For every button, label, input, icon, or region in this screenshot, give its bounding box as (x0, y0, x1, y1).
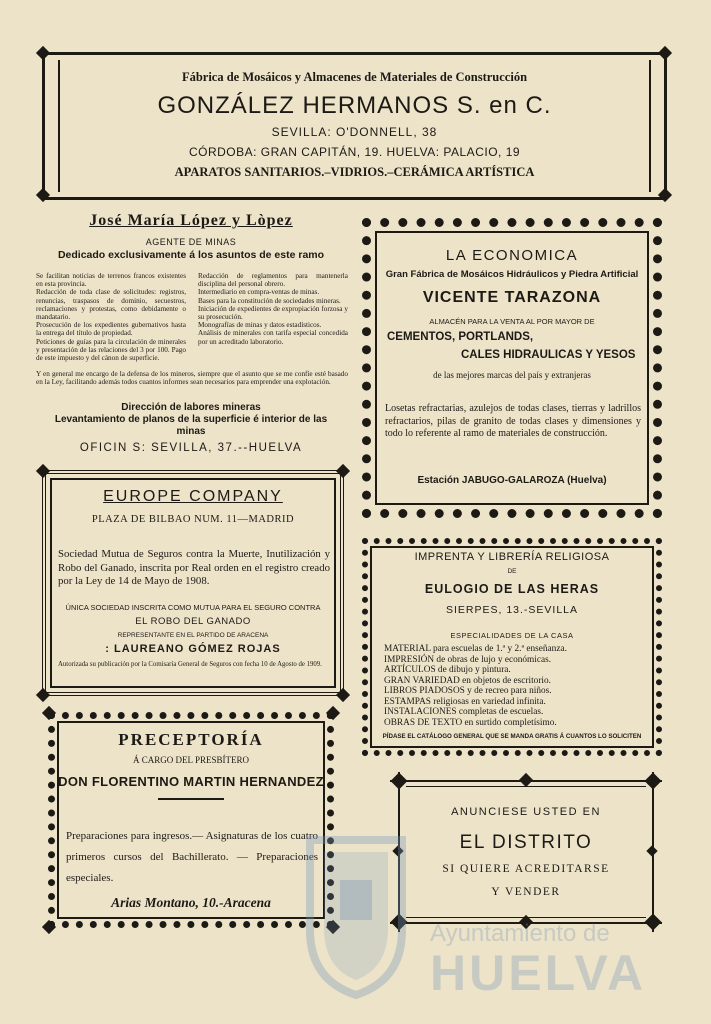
economica-subtitle: Gran Fábrica de Mosáicos Hidráulicos y Piedra Artificial (385, 269, 639, 280)
imprenta-title: IMPRENTA Y LIBRERÍA RELIGIOSA (414, 551, 610, 563)
imprenta-address: SIERPES, 13.-SEVILLA (445, 604, 579, 616)
imprenta-item: GRAN VARIEDAD en objetos de escritorio. (384, 675, 551, 686)
lopez-left-item: Prosecución de los expedientes gubernativos hasta la entrega del título de propiedad. (36, 321, 186, 338)
imprenta-specialties: ESPECIALIDADES DE LA CASA (450, 631, 574, 640)
lopez-right-item: Redacción de reglamentos para mantenerla disciplina del personal obrero. (198, 272, 348, 289)
header-company: GONZÁLEZ HERMANOS S. en C. (157, 92, 552, 119)
distrito-line4: Y VENDER (491, 886, 561, 898)
imprenta-item: ESTAMPAS religiosas en variedad infinita. (384, 696, 546, 707)
lopez-tagline: Dedicado exclusivamente á los asuntos de este ramo (57, 249, 325, 261)
imprenta-item: IMPRESIÓN de obras de lujo y económicas. (384, 654, 552, 665)
header-ad (42, 52, 667, 200)
economica-materials2: CALES HIDRAULICAS Y YESOS (461, 349, 636, 361)
lopez-left-col (36, 272, 186, 362)
lopez-right-item: Iniciación de expedientes de expropiación forzosa y su prosecución. (198, 304, 348, 322)
lopez-left-item: Se facilitan noticias de terrenos francos existentes en esta provincia. (36, 272, 186, 289)
preceptoria-under: Á CARGO DEL PRESBÍTERO (133, 755, 249, 765)
city-seal-icon (300, 820, 412, 1000)
imprenta-item: INSTALACIONES completas de escuelas. (384, 707, 544, 717)
economica-materials1: CEMENTOS, PORTLANDS, (387, 331, 534, 343)
europe-robo: EL ROBO DEL GANADO (135, 616, 251, 627)
distrito-line1: ANUNCIESE USTED EN (451, 806, 601, 818)
preceptoria-name: DON FLORENTINO MARTIN HERNANDEZ (58, 774, 324, 789)
europe-auth: Autorizada su publicación por la Comisaría General de Seguros con fecha 10 de Agosto de 1909. (58, 661, 322, 668)
europe-agent: : LAUREANO GÓMEZ ROJAS (105, 643, 281, 655)
header-sevilla: SEVILLA: O'DONNELL, 38 (271, 125, 438, 139)
economica-brands: de las mejores marcas del país y extranjeras (433, 370, 591, 380)
europe-rep: REPRESENTANTE EN EL PARTIDO DE ARACENA (117, 632, 269, 639)
imprenta-item: OBRAS DE TEXTO en surtido completísimo. (384, 717, 557, 728)
economica-title: LA ECONOMICA (445, 247, 579, 264)
lopez-role: AGENTE DE MINAS (145, 237, 237, 247)
watermark-seal (300, 820, 412, 1000)
lopez-right-item: Análisis de minerales con tarifa especial concedida por un acreditado laboratorio. (198, 329, 348, 346)
economica-wholesale: ALMACÉN PARA LA VENTA AL POR MAYOR DE (429, 317, 595, 326)
watermark-line1: Ayuntamiento de (430, 920, 610, 947)
imprenta-catalog: PÍDASE EL CATÁLOGO GENERAL QUE SE MANDA GRATIS Á CUANTOS LO SOLICITEN (382, 733, 642, 740)
imprenta-item: LIBROS PIADOSOS y de recreo para niños. (384, 686, 552, 696)
header-products: APARATOS SANITARIOS.–VIDRIOS.–CERÁMICA ARTÍSTICA (174, 165, 535, 179)
imprenta-ad (362, 538, 662, 756)
lopez-right-item: Intermediario en compra-ventas de minas. (198, 288, 320, 297)
europe-ad (42, 470, 344, 696)
distrito-name: EL DISTRITO (459, 832, 593, 853)
europe-body: Sociedad Mutua de Seguros contra la Muerte, Inutilización y Robo del Ganado, inscrita por Real orden en el registro creado por la Ley de 14 de Mayo de 1908. (58, 548, 330, 587)
imprenta-owner: EULOGIO DE LAS HERAS (424, 582, 600, 596)
lopez-left-item: Peticiones de guías para la circulación de minerales y presentación de las relaciones del 3 por 100. Pago de este impuesto y del cánon de superficie. (36, 337, 186, 363)
distrito-line3: SI QUIERE ACREDITARSE (442, 863, 610, 875)
europe-title: EUROPE COMPANY (103, 488, 283, 505)
lopez-ad (32, 212, 350, 460)
economica-owner: VICENTE TARAZONA (422, 289, 602, 306)
imprenta-item: ARTÍCULOS de dibujo y pintura. (384, 665, 511, 675)
preceptoria-address: Arias Montano, 10.-Aracena (111, 895, 271, 910)
imprenta-de: DE (507, 568, 517, 575)
imprenta-items (384, 644, 652, 728)
watermark-line2: HUELVA (430, 945, 647, 1001)
lopez-survey: Levantamiento de planos de la superficie é interior de las minas (54, 414, 328, 437)
distrito-ad (390, 772, 662, 932)
europe-unique: ÚNICA SOCIEDAD INSCRITA COMO MUTUA PARA EL SEGURO CONTRA (65, 603, 321, 612)
lopez-direction: Dirección de labores mineras (121, 402, 261, 413)
economica-body: Losetas refractarias, azulejos de todas clases, tierras y ladrillos refractarios, pilas de granito de todas clases y dimensiones y todo lo referente al ramo de materiales de construcción. (385, 403, 641, 439)
lopez-right-item: Bases para la constitución de sociedades mineras. (198, 296, 341, 305)
preceptoria-title: PRECEPTORÍA (118, 730, 264, 749)
preceptoria-ad (48, 712, 334, 928)
economica-ad (362, 218, 662, 518)
europe-address: PLAZA DE BILBAO NUM. 11—MADRID (91, 514, 295, 525)
imprenta-item: MATERIAL para escuelas de 1.ª y 2.ª enseñanza. (384, 644, 567, 654)
lopez-footer-text: Y en general me encargo de la defensa de los mineros, siempre que el asunto que se me confíe esté basado en la Ley, facilitando además todos cuantos informes sean necesarios para emprender una explotación. (36, 370, 348, 387)
lopez-name: José María López y Lòpez (89, 212, 293, 229)
header-cordoba: CÓRDOBA: GRAN CAPITÁN, 19. HUELVA: PALACIO, 19 (188, 145, 521, 159)
economica-station: Estación JABUGO-GALAROZA (Huelva) (417, 475, 607, 486)
lopez-office: OFICIN S: SEVILLA, 37.--HUELVA (79, 442, 303, 454)
lopez-right-col (198, 272, 348, 346)
lopez-left-item: Redacción de toda clase de solicitudes: registros, renuncias, traspasos de dominio, secuestros, reclamaciones y protestas, como debidamente o mandatario. (36, 288, 186, 322)
preceptoria-body: Preparaciones para ingresos.— Asignaturas de los cuatro primeros cursos del Bachillerato. — Preparaciones especiales. (66, 830, 318, 884)
header-line1: Fábrica de Mosáicos y Almacenes de Materiales de Construcción (181, 70, 528, 84)
lopez-right-item: Monografías de minas y datos estadísticos. (198, 321, 322, 330)
